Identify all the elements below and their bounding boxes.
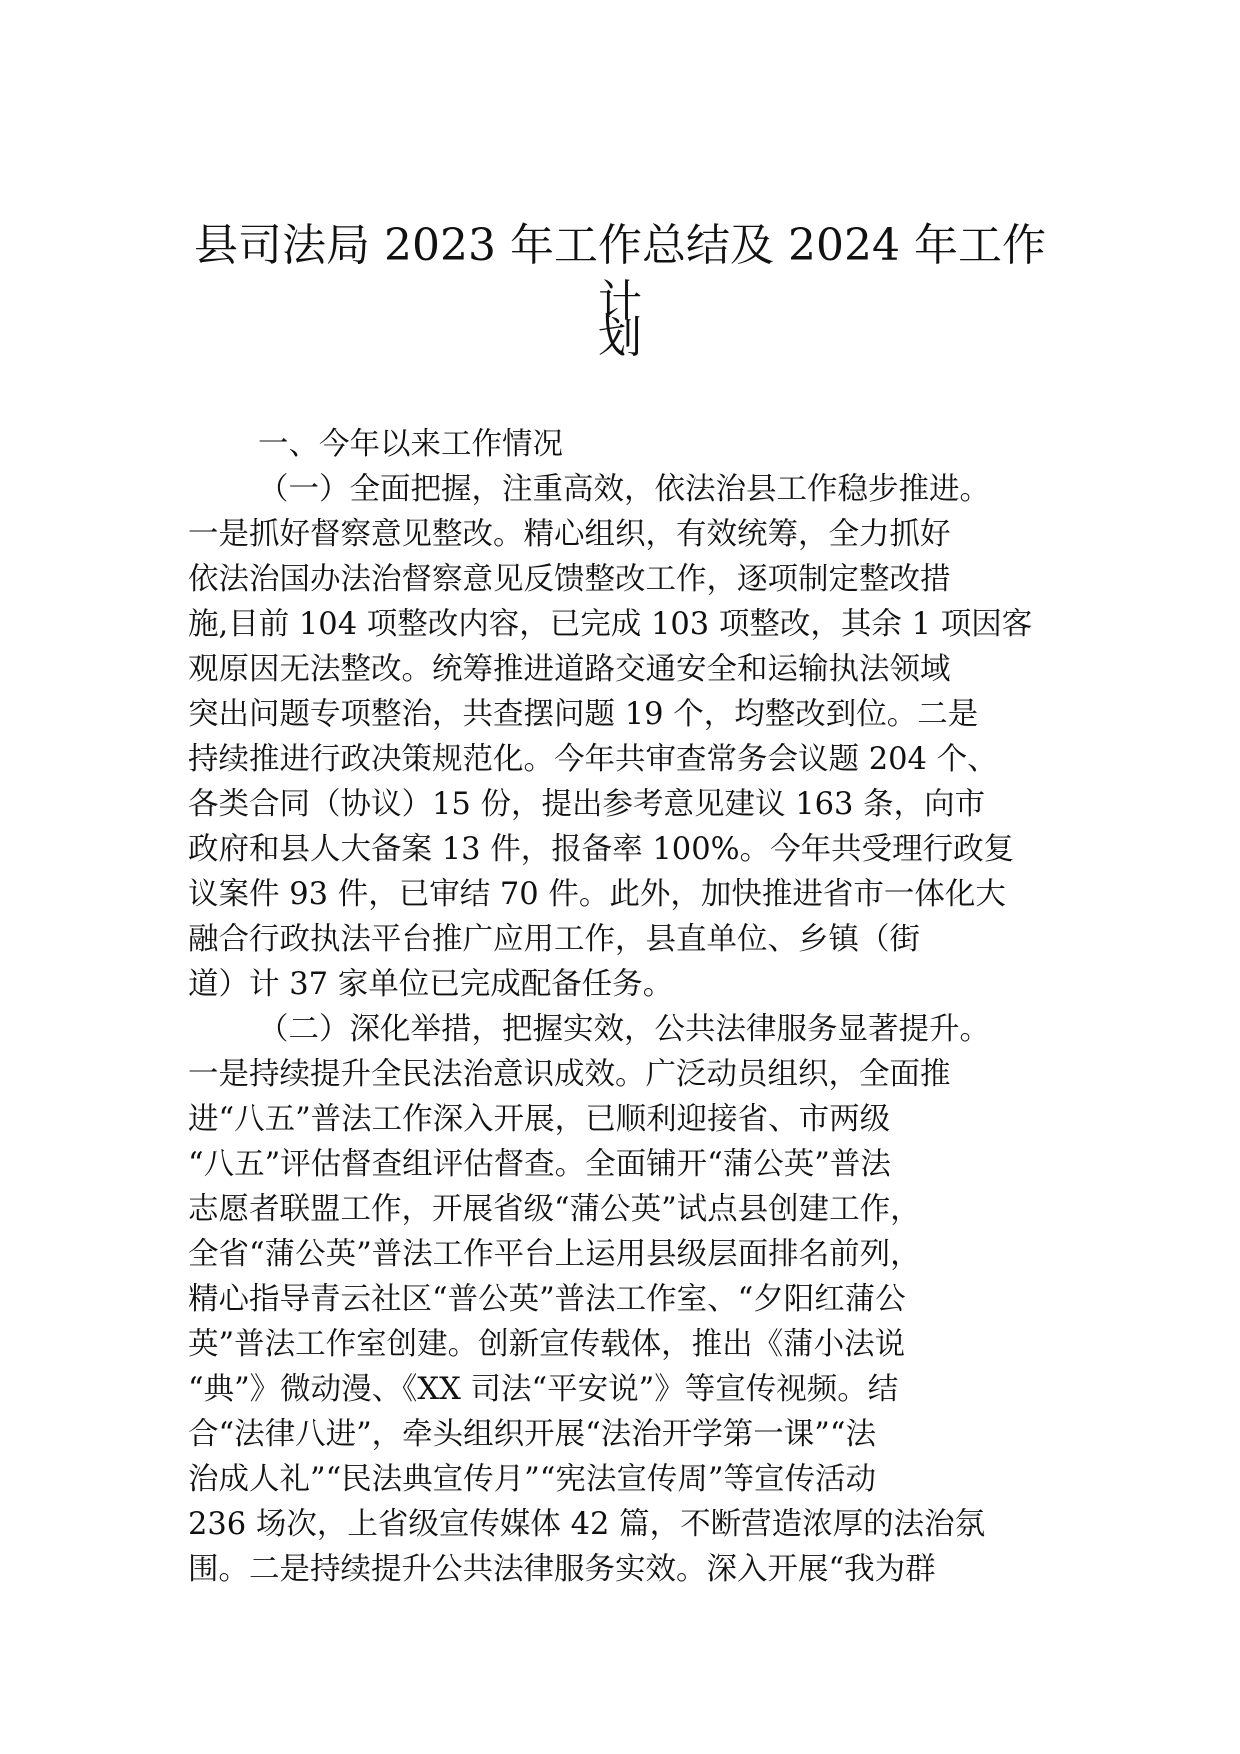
body-line: 治成人礼”“民法典宣传月”“宪法宣传周”等宣传活动	[188, 1462, 876, 1497]
document-title: 县司法局 2023 年工作总结及 2024 年工作计	[194, 220, 1046, 327]
section-heading: 一、今年以来工作情况	[258, 427, 563, 462]
body-line: 融合行政执法平台推广应用工作，县直单位、乡镇（街	[188, 922, 920, 957]
body-line: 观原因无法整改。统筹推进道路交通安全和运输执法领域	[188, 652, 951, 687]
body-line: 一是持续提升全民法治意识成效。广泛动员组织，全面推	[188, 1057, 951, 1092]
body-line: 英”普法工作室创建。创新宣传载体，推出《蒲小法说	[188, 1327, 906, 1362]
body-line: 进“八五”普法工作深入开展，已顺利迎接省、市两级	[188, 1102, 891, 1137]
document-title-continued: 划	[598, 312, 642, 363]
body-line: 施,目前 104 项整改内容，已完成 103 项整改，其余 1 项因客	[188, 607, 1033, 642]
body-line: 议案件 93 件，已审结 70 件。此外，加快推进省市一体化大	[188, 877, 1006, 912]
body-line: 持续推进行政决策规范化。今年共审查常务会议题 204 个、	[188, 742, 998, 777]
body-line: 依法治国办法治督察意见反馈整改工作，逐项制定整改措	[188, 562, 951, 597]
body-line: 精心指导青云社区“普公英”普法工作室、“夕阳红蒲公	[188, 1282, 906, 1317]
body-line: “典”》微动漫、《XX 司法“平安说”》等宣传视频。结	[188, 1372, 899, 1407]
body-line: 围。二是持续提升公共法律服务实效。深入开展“我为群	[188, 1552, 936, 1587]
body-line: 全省“蒲公英”普法工作平台上运用县级层面排名前列，	[188, 1237, 921, 1272]
subsection-heading: （二）深化举措，把握实效，公共法律服务显著提升。	[258, 1012, 990, 1047]
body-line: 合“法律八进”，牵头组织开展“法治开学第一课”“法	[188, 1417, 876, 1452]
body-line: 政府和县人大备案 13 件，报备率 100%。今年共受理行政复	[188, 832, 1015, 867]
body-line: 各类合同（协议）15 份，提出参考意见建议 163 条，向市	[188, 787, 986, 822]
body-line: 志愿者联盟工作，开展省级“蒲公英”试点县创建工作，	[188, 1192, 921, 1227]
body-line: “八五”评估督查组评估督查。全面铺开“蒲公英”普法	[188, 1147, 891, 1182]
body-line: 236 场次，上省级宣传媒体 42 篇，不断营造浓厚的法治氛	[188, 1507, 986, 1542]
subsection-heading: （一）全面把握，注重高效，依法治县工作稳步推进。	[258, 472, 990, 507]
body-line: 突出问题专项整治，共查摆问题 19 个，均整改到位。二是	[188, 697, 979, 732]
body-line: 一是抓好督察意见整改。精心组织，有效统筹，全力抓好	[188, 517, 951, 552]
body-line: 道）计 37 家单位已完成配备任务。	[188, 967, 674, 1002]
